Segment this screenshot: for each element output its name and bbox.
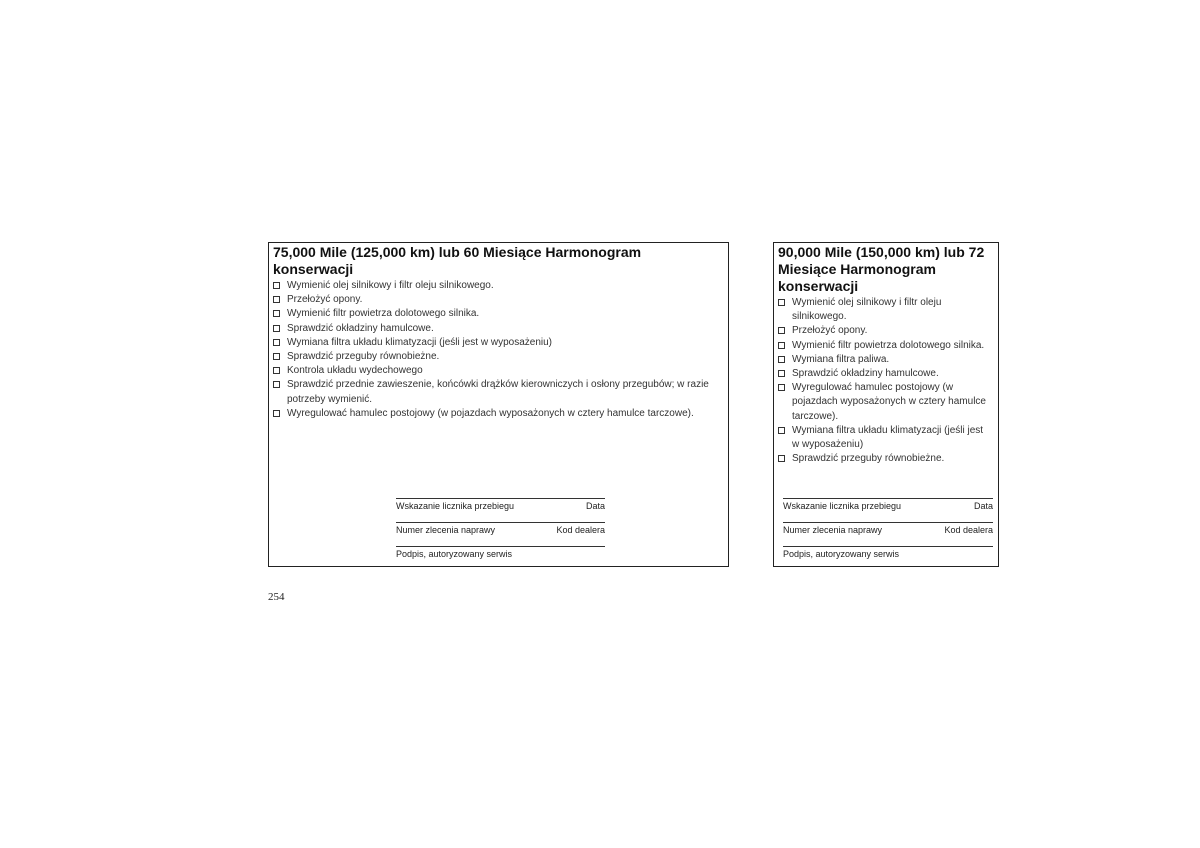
checkbox-icon (778, 327, 785, 334)
signature-block (783, 498, 993, 570)
maintenance-card-90000 (773, 242, 999, 567)
checklist-item-label: Wymienić olej silnikowy i filtr oleju silnikowego. (792, 297, 942, 323)
checklist-item-label: Wymienić olej silnikowy i filtr oleju silnikowego. (287, 280, 494, 291)
checklist-item (273, 407, 713, 421)
checkbox-icon (273, 339, 280, 346)
checkbox-icon (273, 296, 280, 303)
maintenance-card-75000 (268, 242, 729, 567)
signature-label: Podpis, autoryzowany serwis (783, 549, 900, 559)
dealer-code-label: Kod dealera (556, 525, 605, 535)
checkbox-icon (778, 342, 785, 349)
checkbox-icon (273, 282, 280, 289)
repair-order-row (783, 522, 993, 546)
checklist-item-label: Sprawdzić okładziny hamulcowe. (792, 368, 939, 380)
checkbox-icon (273, 381, 280, 388)
checklist-item (778, 353, 992, 367)
signature-label: Podpis, autoryzowany serwis (396, 549, 513, 559)
checklist-item (778, 452, 992, 466)
repair-order-label: Numer zlecenia naprawy (396, 525, 496, 535)
checklist-item (273, 307, 713, 321)
checklist-item-label: Sprawdzić przeguby równobieżne. (287, 351, 440, 363)
checklist-item (273, 322, 713, 336)
card-title: 75,000 Mile (125,000 km) lub 60 Miesiące Harmonogram konserwacji (273, 244, 642, 277)
checkbox-icon (778, 384, 785, 391)
odometer-row (396, 498, 605, 522)
checklist-item-label: Wymiana filtra układu klimatyzacji (jeśli jest w wyposażeniu) (792, 424, 984, 451)
checklist-item-label: Wymiana filtra układu klimatyzacji (jeśli jest w wyposażeniu) (287, 336, 552, 348)
checklist-item-label: Przełożyć opony. (287, 294, 363, 306)
date-label: Data (973, 501, 993, 511)
signature-block (396, 498, 605, 570)
checklist-item (778, 367, 992, 381)
checklist-item (273, 378, 713, 406)
checklist (778, 296, 992, 466)
checklist-item (778, 381, 992, 424)
checklist-item-label: Wymienić filtr powietrza dolotowego silnika. (792, 339, 985, 351)
checkbox-icon (778, 370, 785, 377)
checklist-item (778, 296, 992, 324)
checklist-item-label: Sprawdzić okładziny hamulcowe. (287, 322, 434, 334)
checklist-item-label: Wyregulować hamulec postojowy (w pojazdach wyposażonych w cztery hamulce tarczowe). (287, 407, 694, 419)
checklist-item-label: Kontrola układu wydechowego (287, 365, 423, 377)
checkbox-icon (778, 455, 785, 462)
checklist-item-label: Przełożyć opony. (792, 325, 868, 337)
checkbox-icon (273, 325, 280, 332)
repair-order-label: Numer zlecenia naprawy (783, 525, 883, 535)
checklist-item (273, 336, 713, 350)
signature-row (396, 546, 605, 570)
odometer-label: Wskazanie licznika przebiegu (396, 501, 515, 511)
date-label: Data (585, 501, 605, 511)
repair-order-row (396, 522, 605, 546)
checklist-item (778, 339, 992, 353)
dealer-code-label: Kod dealera (944, 525, 993, 535)
checklist-item-label: Sprawdzić przednie zawieszenie, końcówki drążków kierowniczych i osłony przegubów; w razie potrzeby wymienić. (287, 379, 709, 405)
checklist-item-label: Wymienić filtr powietrza dolotowego silnika. (287, 308, 480, 320)
checklist-item (273, 293, 713, 307)
odometer-row (783, 498, 993, 522)
checklist-item (778, 324, 992, 338)
checkbox-icon (273, 367, 280, 374)
checklist-item-label: Wyregulować hamulec postojowy (w pojazdach wyposażonych w cztery hamulce tarczowe). (792, 382, 986, 422)
checklist-item-label: Wymiana filtra paliwa. (792, 353, 890, 365)
checklist-item (273, 350, 713, 364)
checkbox-icon (778, 299, 785, 306)
card-title: 90,000 Mile (150,000 km) lub 72 Miesiące Harmonogram konserwacji (778, 244, 985, 294)
checkbox-icon (273, 310, 280, 317)
checkbox-icon (778, 356, 785, 363)
checkbox-icon (273, 353, 280, 360)
odometer-label: Wskazanie licznika przebiegu (783, 501, 902, 511)
page-number: 254 (268, 591, 285, 603)
checkbox-icon (778, 427, 785, 434)
checkbox-icon (273, 410, 280, 417)
checklist (273, 279, 713, 421)
checklist-item (273, 279, 713, 293)
checklist-item (273, 364, 713, 378)
checklist-item (778, 424, 992, 452)
checklist-item-label: Sprawdzić przeguby równobieżne. (792, 453, 945, 465)
signature-row (783, 546, 993, 570)
